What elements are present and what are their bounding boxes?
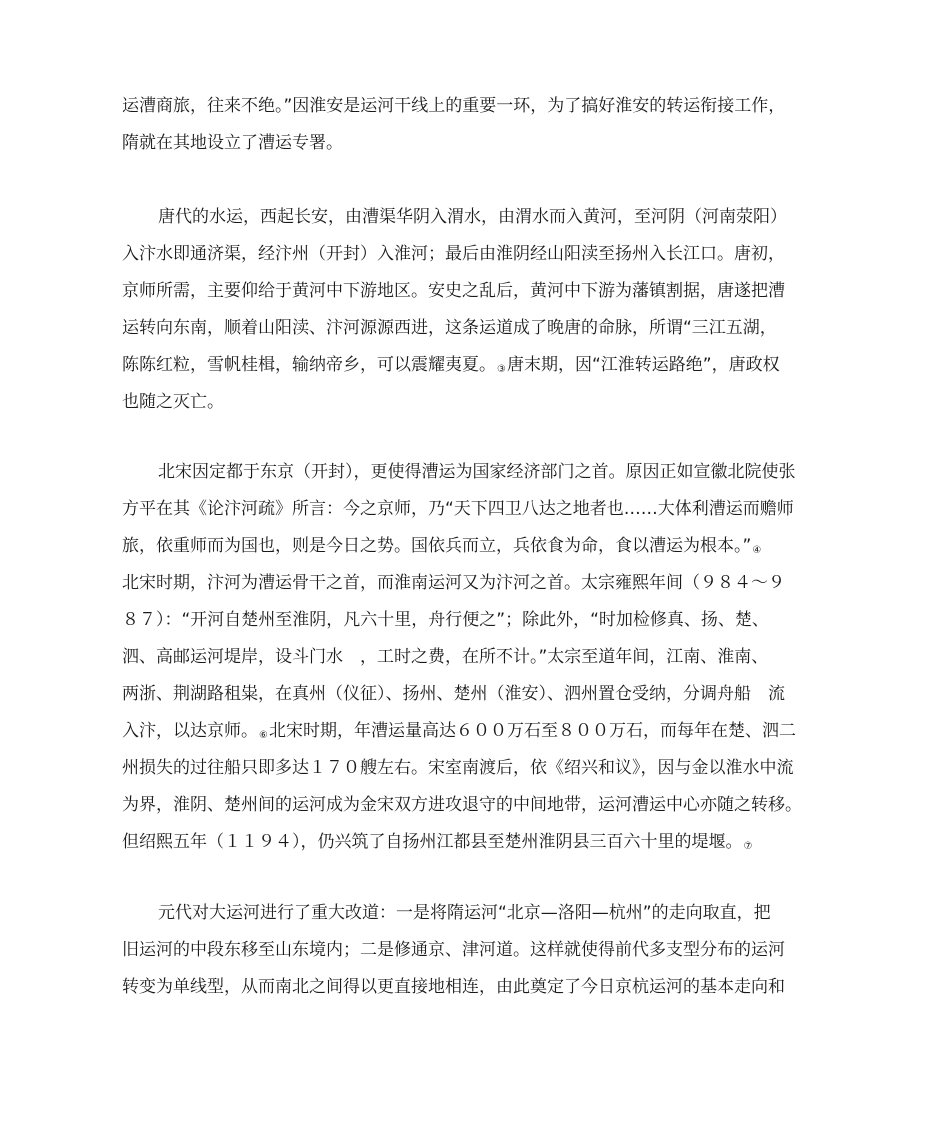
text-line: 北宋时期，汴河为漕运骨干之首，而淮南运河又为汴河之首。太宗雍熙年间（９８４～９ bbox=[122, 573, 785, 593]
text-line: 两浙、荆湖路租粜，在真州（仪征）、扬州、楚州（淮安）、泗州置仓受纳，分调舟船 流 bbox=[122, 684, 785, 704]
text-line: ８７）：“开河自楚州至淮阴，凡六十里，舟行便之”；除此外，“时加检修真、扬、楚、 bbox=[122, 610, 769, 630]
footnote-marker: ③ bbox=[497, 364, 506, 375]
text-line: 元代对大运河进行了重大改道：一是将隋运河“北京—洛阳—杭州”的走向取直，把 bbox=[158, 903, 771, 923]
text-line bbox=[122, 528, 834, 565]
text-line bbox=[122, 824, 834, 861]
footnote-marker: ⑦ bbox=[743, 841, 753, 852]
text-line: 京师所需，主要仰给于黄河中下游地区。安史之乱后，黄河中下游为藩镇割据，唐遂把漕 bbox=[122, 281, 785, 301]
text-line: 隋就在其地设立了漕运专署。 bbox=[122, 133, 343, 153]
paragraph-yuan bbox=[122, 895, 834, 1006]
text-line: 唐代的水运，西起长安，由漕渠华阴入渭水，由渭水而入黄河，至河阴（河南荥阳） bbox=[158, 207, 787, 227]
text-line: 运漕商旅，往来不绝。”因淮安是运河干线上的重要一环，为了搞好淮安的转运衔接工作， bbox=[122, 96, 786, 116]
footnote-marker: ⑥ bbox=[259, 730, 268, 741]
text-segment: 北宋时期，年漕运量高达６００万石至８００万石，而每年在楚、泗二 bbox=[268, 721, 796, 741]
text-line: 也随之灭亡。 bbox=[122, 392, 224, 412]
text-line: 运转向东南，顺着山阳渎、汴河源源西进，这条运道成了晚唐的命脉，所谓“三江五湖， bbox=[122, 318, 777, 338]
text-line: 泗、高邮运河堤岸，设斗门水 ，工时之费，在所不计。”太宗至道年间，江南、淮南、 bbox=[122, 647, 769, 667]
text-line: 为界，淮阴、楚州间的运河成为金宋双方进攻退守的中间地带，运河漕运中心亦随之转移。 bbox=[122, 795, 802, 815]
text-segment: 旅，依重师而为国也，则是今日之势。国依兵而立，兵依食为命，食以漕运为根本。” bbox=[122, 536, 752, 556]
footnote-marker: ④ bbox=[752, 545, 762, 556]
paragraph-song bbox=[122, 454, 834, 861]
text-line: 入汴水即通济渠，经汴州（开封）入淮河；最后由淮阴经山阳渎至扬州入长江口。唐初， bbox=[122, 244, 785, 264]
text-line: 方平在其《论汴河疏》所言：今之京师，乃“天下四卫八达之地者也……大体利漕运而赡师 bbox=[122, 499, 794, 519]
text-segment: 唐末期，因“江淮转运路绝”，唐政权 bbox=[506, 355, 780, 375]
text-line: 转变为单线型，从而南北之间得以更直接地相连，由此奠定了今日京杭运河的基本走向和 bbox=[122, 977, 785, 997]
text-segment: 入汴，以达京师。 bbox=[122, 721, 258, 741]
text-segment: 但绍熙五年（１１９４），仍兴筑了自扬州江都县至楚州淮阴县三百六十里的堤堰。 bbox=[122, 832, 743, 852]
text-line: 州损失的过往船只即多达１７０艘左右。宋室南渡后，依《绍兴和议》，因与金以淮水中流 bbox=[122, 758, 794, 778]
text-line: 旧运河的中段东移至山东境内；二是修通京、津河道。这样就使得前代多支型分布的运河 bbox=[122, 940, 785, 960]
paragraph-sui bbox=[122, 88, 834, 162]
text-line bbox=[122, 713, 834, 750]
text-segment: 陈陈红粒，雪帆桂楫，输纳帝乡，可以震耀夷夏。 bbox=[122, 355, 496, 375]
text-line: 北宋因定都于东京（开封），更使得漕运为国家经济部门之首。原因正如宣徽北院使张 bbox=[158, 462, 796, 482]
text-line bbox=[122, 347, 834, 384]
paragraph-tang bbox=[122, 199, 834, 421]
